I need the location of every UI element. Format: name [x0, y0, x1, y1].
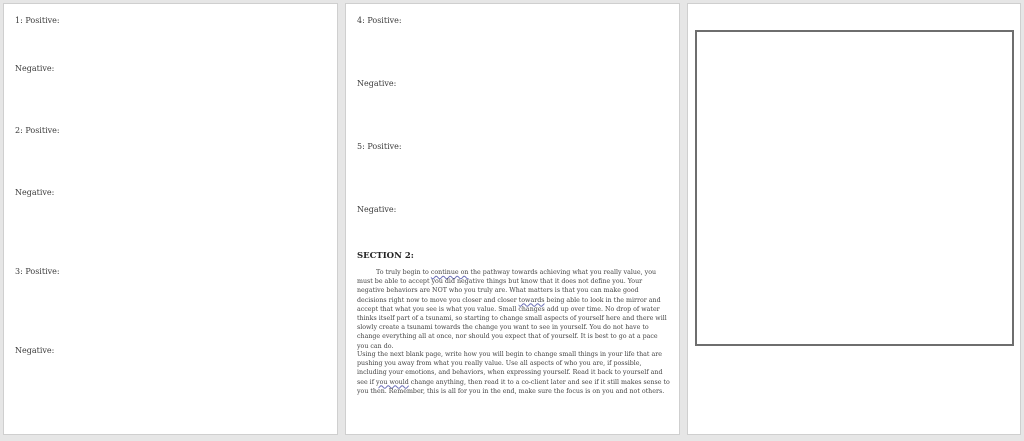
- para1-text-c: the pathway towards achieving what you really value, you must be able to accept you did negative things but know that it does not define you. Your negative behaviors are NOT who you truly are. What matters is that you can make good decisions right now to move you closer and closer: [357, 269, 657, 304]
- para2-flagged-word: you would: [376, 378, 409, 386]
- negative-label-5: Negative:: [357, 205, 397, 214]
- positive-label-3: 3: Positive:: [15, 267, 60, 276]
- positive-label-1: 1: Positive:: [15, 16, 60, 25]
- document-page-1: [3, 3, 338, 435]
- para2-text-c: change anything, then read it to a co-client later and see if it still makes sense to you then. Remember, this is all for you in the end, make sure the focus is on you and not others.: [357, 378, 670, 395]
- negative-label-1: Negative:: [15, 64, 55, 73]
- document-page-2: [345, 3, 680, 435]
- document-page-3: [687, 3, 1021, 435]
- positive-label-5: 5: Positive:: [357, 142, 402, 151]
- negative-label-3: Negative:: [15, 346, 55, 355]
- negative-label-4: Negative:: [357, 79, 397, 88]
- positive-label-2: 2: Positive:: [15, 126, 60, 135]
- section-heading: SECTION 2:: [357, 251, 414, 261]
- negative-label-2: Negative:: [15, 188, 55, 197]
- para1-text-a: To truly begin to: [376, 269, 431, 276]
- para1-text-e: being able to look in the mirror and accept that what you see is what you value. Small changes add up over time. No drop of water thinks itself part of a tsunami, so starting to change small aspects of yourself here and there will slowly create a tsunami towards the change you want to see in yourself. You do not have to change everything all at once, nor should you expect that of yourself. It is best to go at a pace you can do.: [357, 296, 667, 350]
- blank-writing-frame: [695, 30, 1014, 346]
- para1-flagged-word: continue on: [430, 269, 469, 276]
- para2-text-a: Using the next blank page, write how you will begin to change small things in your life that are pushing you away from what you really value. Use all aspects of who you are, if possible, including your emotions, and behaviors, when expressing yourself. Read it back to yourself and see if: [357, 351, 663, 386]
- para1-flagged-word-2: towards: [518, 296, 545, 304]
- section-paragraph-1: [357, 268, 670, 351]
- section-paragraph-2: [357, 350, 670, 396]
- positive-label-4: 4: Positive:: [357, 16, 402, 25]
